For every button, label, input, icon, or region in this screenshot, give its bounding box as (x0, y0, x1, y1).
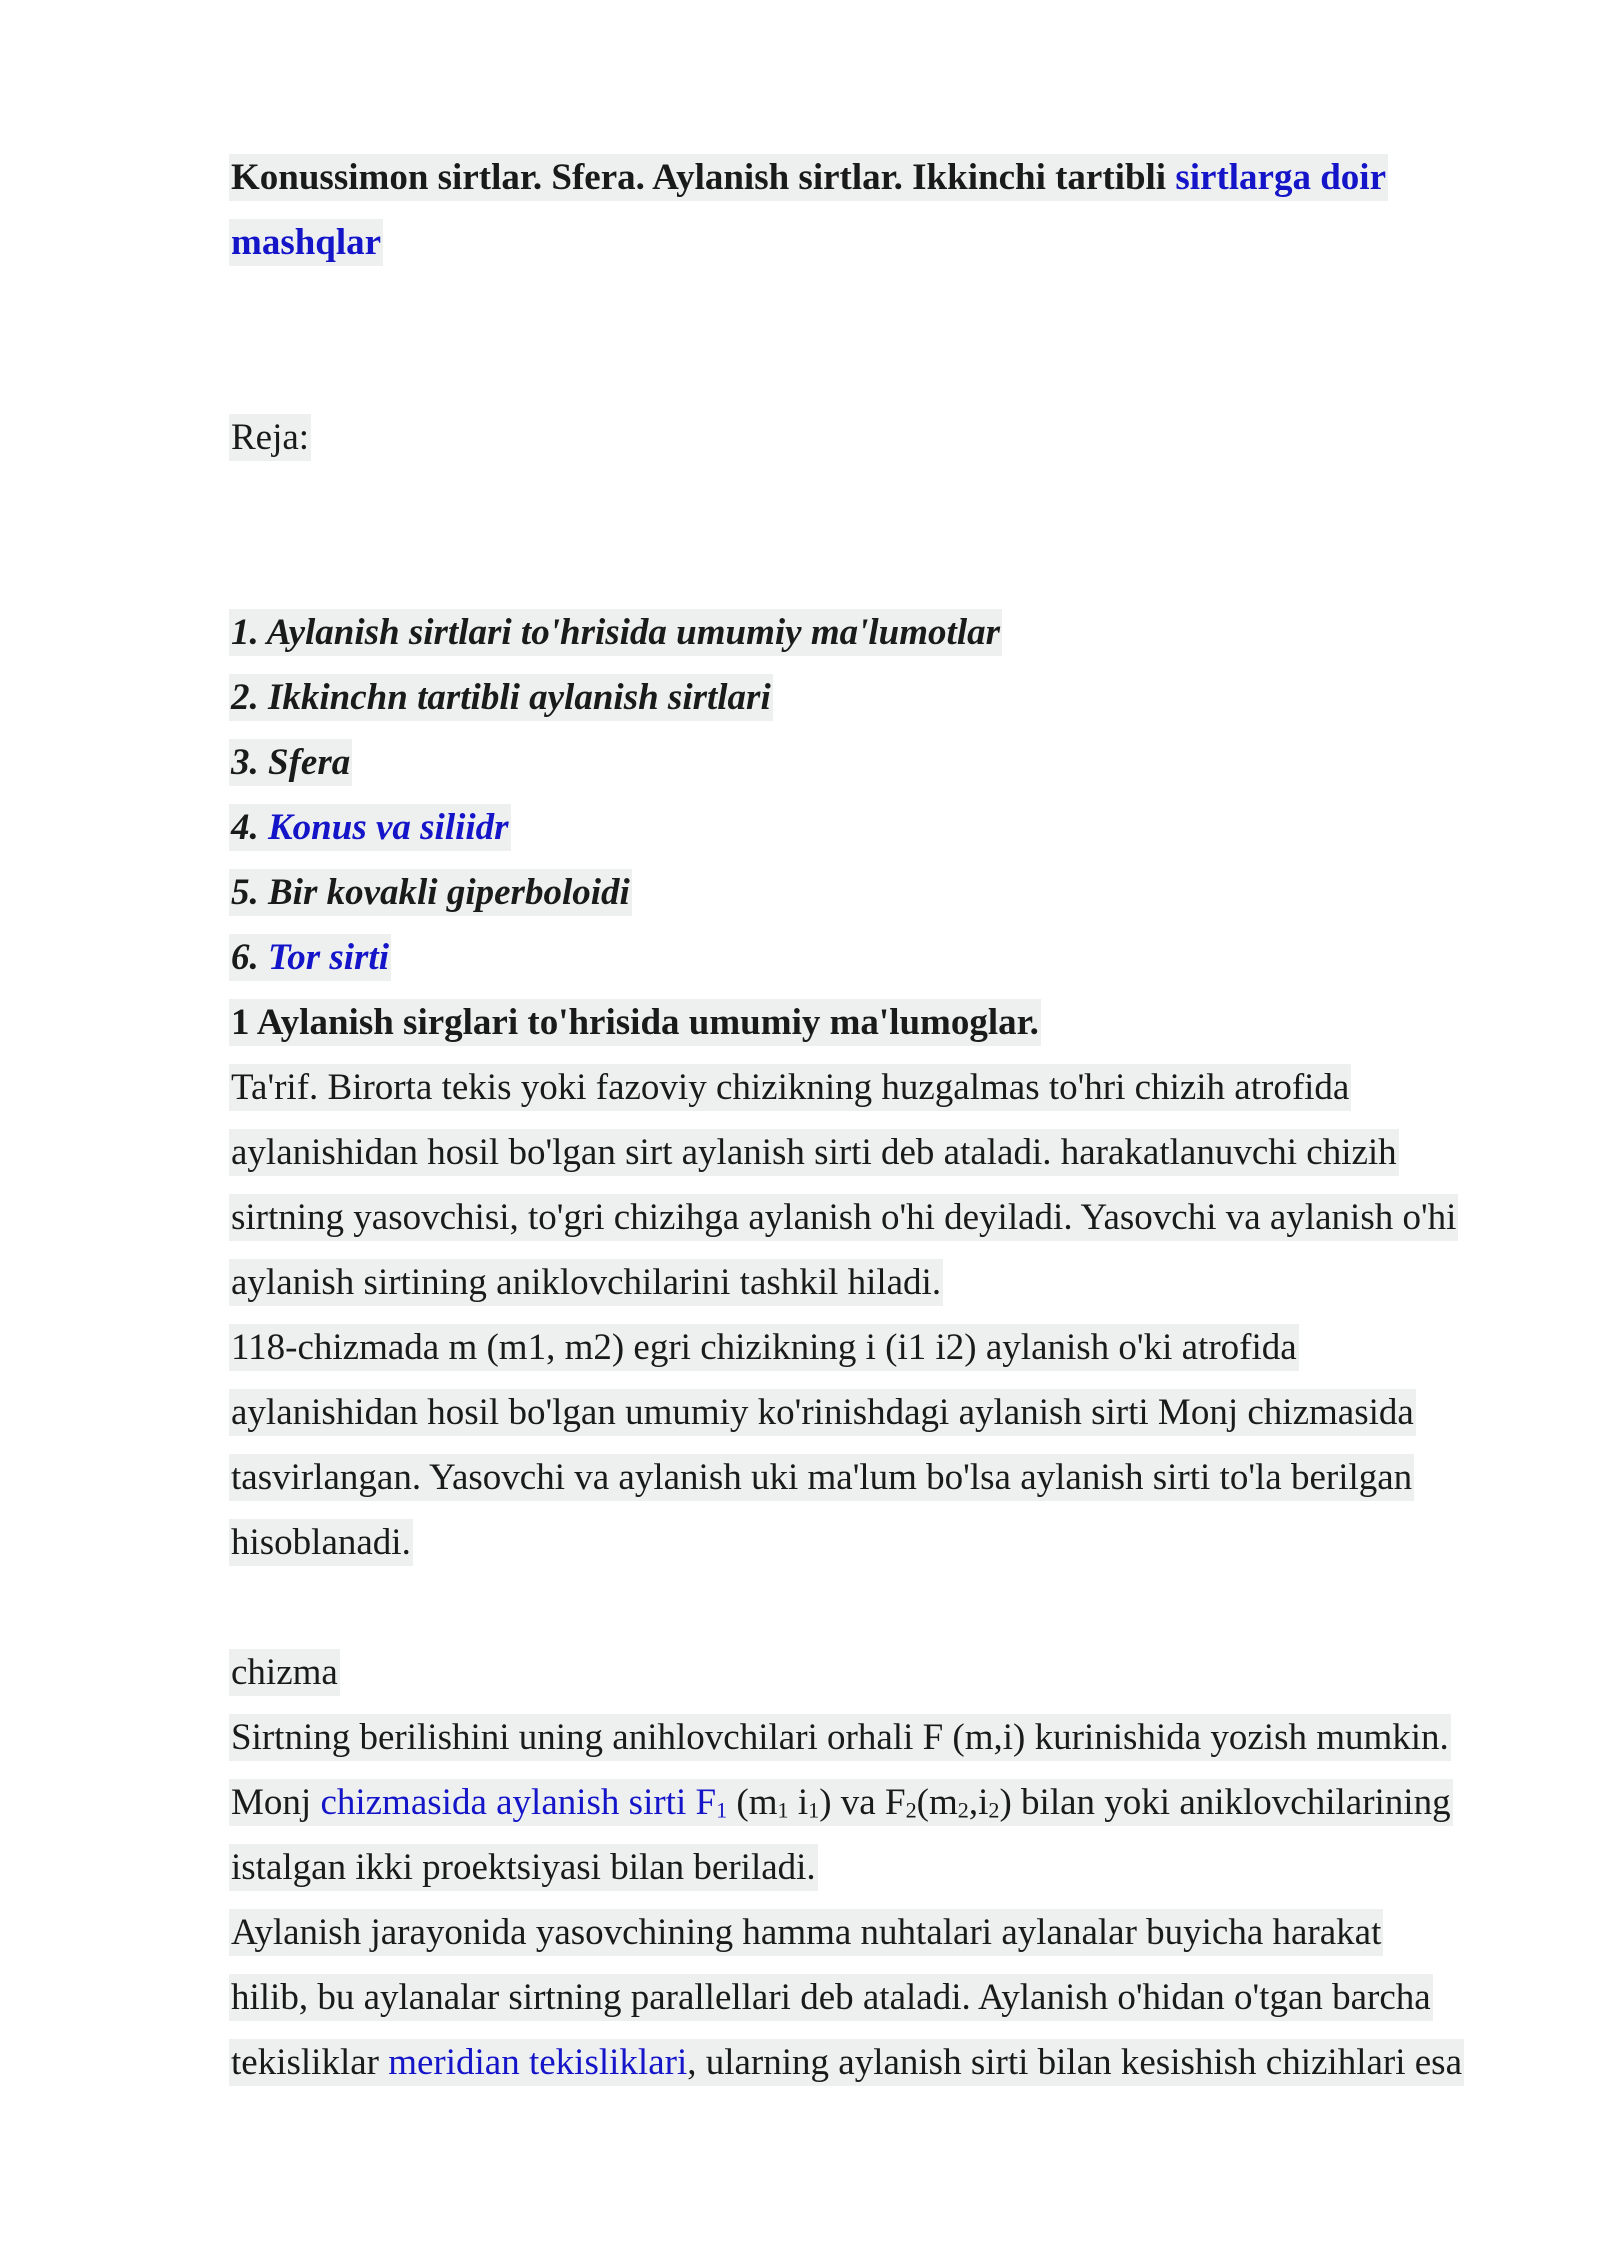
paragraph-definition (229, 1055, 1529, 1315)
plan-item: 6. Tor sirti (229, 925, 1529, 990)
text-line: Ta'rif. Birorta tekis yoki fazoviy chizikning huzgalmas to'hri chizih atrofida (229, 1055, 1529, 1120)
document-title (229, 145, 1529, 210)
plan-item: 3. Sfera (229, 730, 1529, 795)
text-line: istalgan ikki proektsiyasi bilan beriladi. (229, 1835, 1529, 1900)
title-link-part1[interactable]: sirtlarga doir (1175, 157, 1386, 198)
text-line: hisoblanadi. (229, 1510, 1529, 1575)
text-line: Monj chizmasida aylanish sirti $F_1$ ($m_1$ $i_1$) va $F_2(m_2,i_2)$ bilan yoki aniklovchilarining (229, 1770, 1529, 1835)
title-text: Konussimon sirtlar. Sfera. Aylanish sirtlar. Ikkinchi tartibli (231, 157, 1176, 198)
plan-item: 2. Ikkinchn tartibli aylanish sirtlari (229, 665, 1529, 730)
text-line: sirtning yasovchisi, to'gri chizihga aylanish o'hi deyiladi. Yasovchi va aylanish o'hi (229, 1185, 1529, 1250)
plan-list (229, 600, 1529, 990)
title-link-part2[interactable]: mashqlar (229, 219, 383, 266)
text-line: 118-chizmada m (m1, m2) egri chizikning i (i1 i2) aylanish o'ki atrofida (229, 1315, 1529, 1380)
text-line: tekisliklar meridian tekisliklari, ularning aylanish sirti bilan kesishish chizihlari esa (229, 2030, 1529, 2095)
text-line: aylanishidan hosil bo'lgan sirt aylanish sirti deb ataladi. harakatlanuvchi chizih (229, 1120, 1529, 1185)
plan-item: 5. Bir kovakli giperboloidi (229, 860, 1529, 925)
plan-item: 4. Konus va siliidr (229, 795, 1529, 860)
inline-link[interactable]: chizmasida aylanish sirti $F_1$ (320, 1782, 728, 1823)
plan-item-label: Bir kovakli giperboloidi (268, 872, 630, 913)
plan-label: Reja: (229, 405, 1529, 470)
text-line: Aylanish jarayonida yasovchining hamma nuhtalari aylanalar buyicha harakat (229, 1900, 1529, 1965)
paragraph-parallels (229, 1900, 1529, 2095)
paragraph-figure-description (229, 1315, 1529, 1575)
section-heading: 1 Aylanish sirglari to'hrisida umumiy ma'lumoglar. (229, 990, 1529, 1055)
plan-item-label: Aylanish sirtlari to'hrisida umumiy ma'lumotlar (266, 612, 1000, 653)
text-line: aylanish sirtining aniklovchilarini tashkil hiladi. (229, 1250, 1529, 1315)
plan-item-link[interactable]: Konus va siliidr (268, 807, 509, 848)
plan-item-label: Sfera (268, 742, 351, 783)
text-line: tasvirlangan. Yasovchi va aylanish uki ma'lum bo'lsa aylanish sirti to'la berilgan (229, 1445, 1529, 1510)
text-line: Sirtning berilishini uning anihlovchilari orhali F (m,i) kurinishida yozish mumkin. (229, 1705, 1529, 1770)
plan-item: 1. Aylanish sirtlari to'hrisida umumiy ma'lumotlar (229, 600, 1529, 665)
text-line: hilib, bu aylanalar sirtning parallellari deb ataladi. Aylanish o'hidan o'tgan barcha (229, 1965, 1529, 2030)
paragraph-surface-definition (229, 1705, 1529, 1900)
figure-label: chizma (229, 1640, 1529, 1705)
document-page (229, 145, 1529, 2095)
meridian-link[interactable]: meridian tekisliklari (388, 2042, 688, 2083)
text-line: aylanishidan hosil bo'lgan umumiy ko'rinishdagi aylanish sirti Monj chizmasida (229, 1380, 1529, 1445)
plan-item-label: Ikkinchn tartibli aylanish sirtlari (268, 677, 771, 718)
plan-item-link[interactable]: Tor sirti (268, 937, 389, 978)
document-title-line2 (229, 210, 1529, 275)
